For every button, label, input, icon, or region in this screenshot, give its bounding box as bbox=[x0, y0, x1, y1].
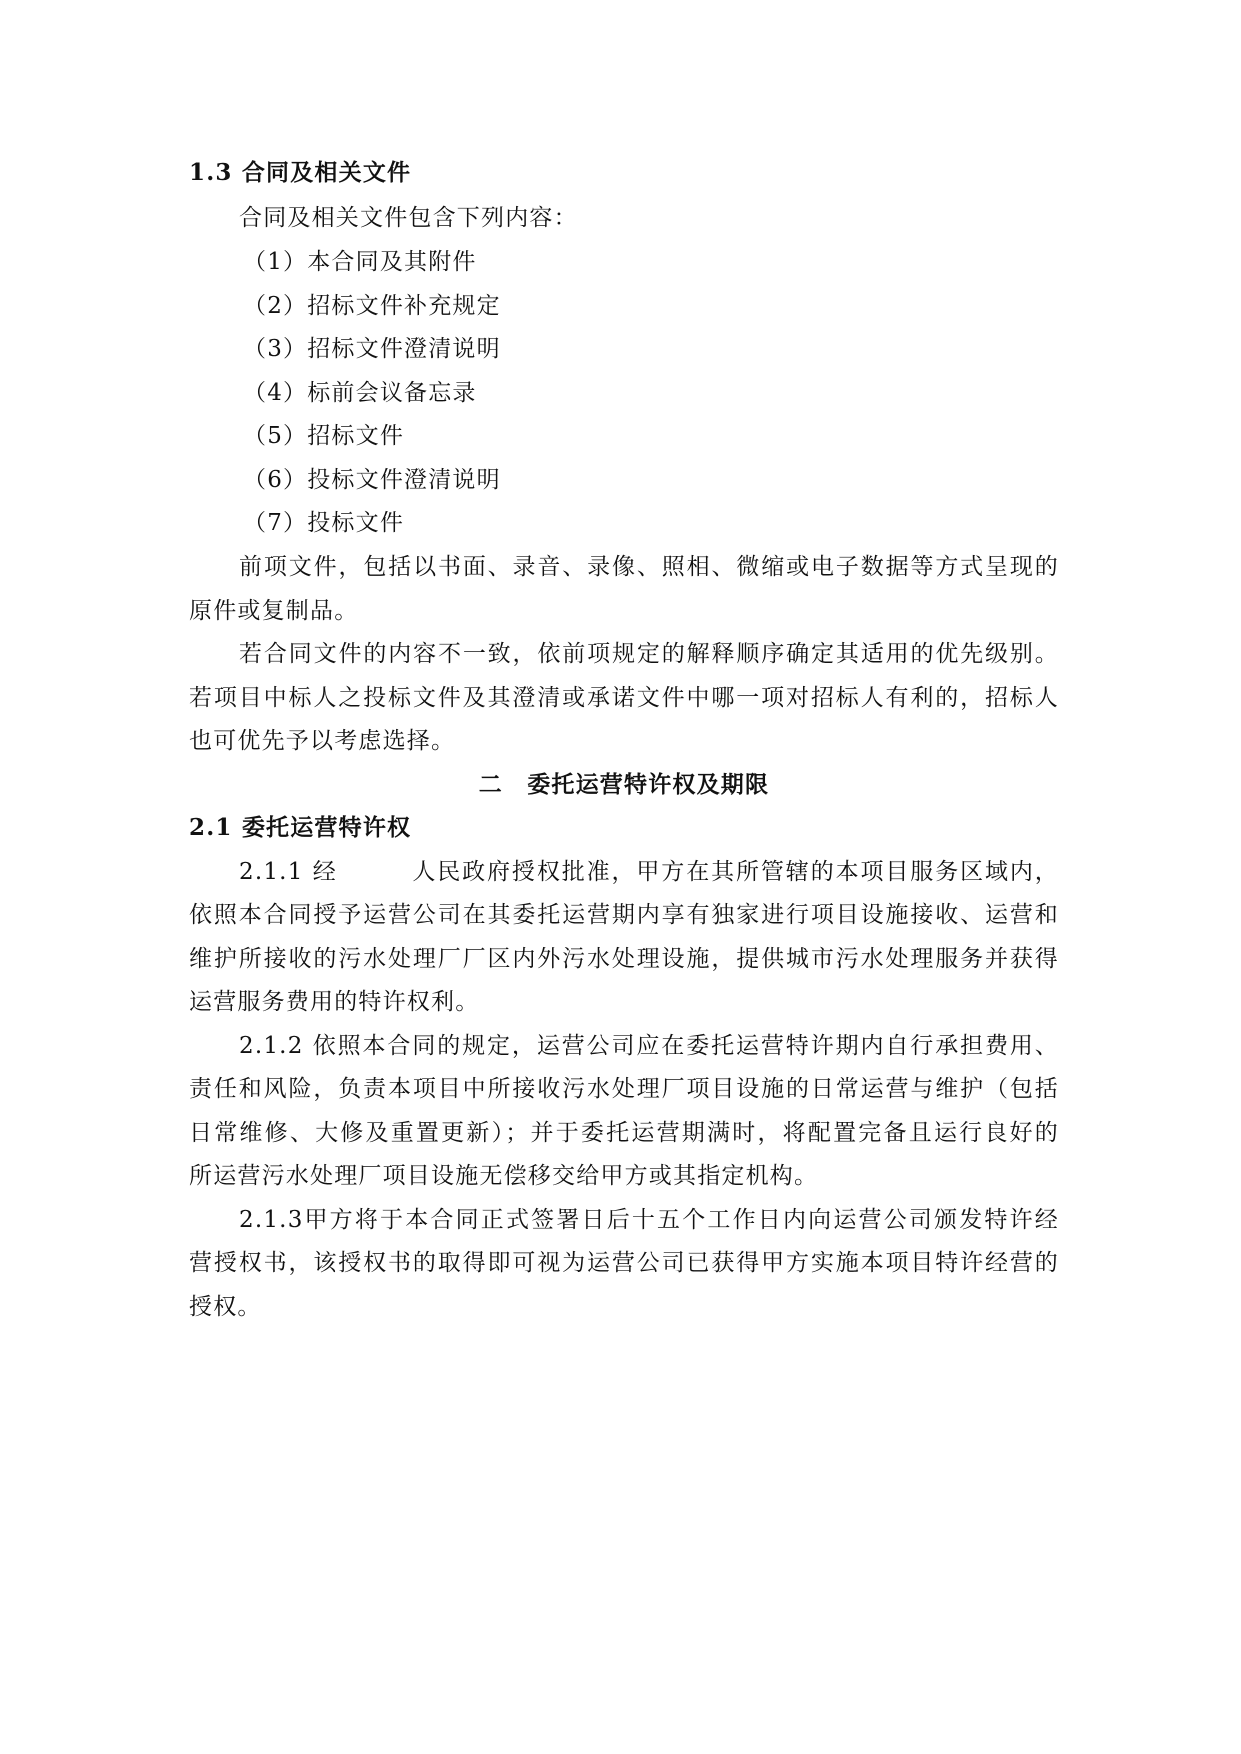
section-1-3-intro: 合同及相关文件包含下列内容： bbox=[239, 205, 578, 231]
section-1-3-heading: 1.3 合同及相关文件 bbox=[189, 159, 412, 186]
paragraph-line: 若合同文件的内容不一致，依前项规定的解释顺序确定其适用的优先级别。 bbox=[239, 641, 1059, 667]
paragraph-line: 日常维修、大修及重置更新）；并于委托运营期满时，将配置完备且运行良好的 bbox=[189, 1120, 1059, 1146]
list-item: （5）招标文件 bbox=[243, 423, 405, 449]
paragraph-line: 2.1.2 依照本合同的规定，运营公司应在委托运营特许期内自行承担费用、 bbox=[239, 1033, 1059, 1059]
paragraph-line: 维护所接收的污水处理厂厂区内外污水处理设施，提供城市污水处理服务并获得 bbox=[189, 946, 1059, 972]
paragraph-line: 依照本合同授予运营公司在其委托运营期内享有独家进行项目设施接收、运营和 bbox=[189, 902, 1059, 928]
list-item: （1）本合同及其附件 bbox=[243, 249, 477, 275]
paragraph-line: 责任和风险，负责本项目中所接收污水处理厂项目设施的日常运营与维护（包括 bbox=[189, 1076, 1059, 1102]
paragraph-line: 2.1.3甲方将于本合同正式签署日后十五个工作日内向运营公司颁发特许经 bbox=[239, 1207, 1059, 1233]
paragraph-line: 也可优先予以考虑选择。 bbox=[189, 728, 456, 754]
section-2-1-heading: 2.1 委托运营特许权 bbox=[189, 814, 412, 841]
paragraph-line: 2.1.1 经 人民政府授权批准，甲方在其所管辖的本项目服务区域内， bbox=[239, 859, 1059, 885]
paragraph-line: 营授权书，该授权书的取得即可视为运营公司已获得甲方实施本项目特许经营的 bbox=[189, 1250, 1059, 1276]
paragraph-line: 所运营污水处理厂项目设施无偿移交给甲方或其指定机构。 bbox=[189, 1163, 819, 1189]
paragraph-line: 原件或复制品。 bbox=[189, 598, 359, 624]
list-item: （3）招标文件澄清说明 bbox=[243, 336, 501, 362]
list-item: （2）招标文件补充规定 bbox=[243, 293, 501, 319]
paragraph-line: 授权。 bbox=[189, 1294, 262, 1320]
paragraph-line: 运营服务费用的特许权利。 bbox=[189, 989, 480, 1015]
paragraph-line: 前项文件，包括以书面、录音、录像、照相、微缩或电子数据等方式呈现的 bbox=[239, 554, 1059, 580]
list-item: （7）投标文件 bbox=[243, 510, 405, 536]
list-item: （4）标前会议备忘录 bbox=[243, 380, 477, 406]
list-item: （6）投标文件澄清说明 bbox=[243, 467, 501, 493]
paragraph-line: 若项目中标人之投标文件及其澄清或承诺文件中哪一项对招标人有利的，招标人 bbox=[189, 685, 1059, 711]
chapter-title: 二 委托运营特许权及期限 bbox=[478, 771, 770, 798]
